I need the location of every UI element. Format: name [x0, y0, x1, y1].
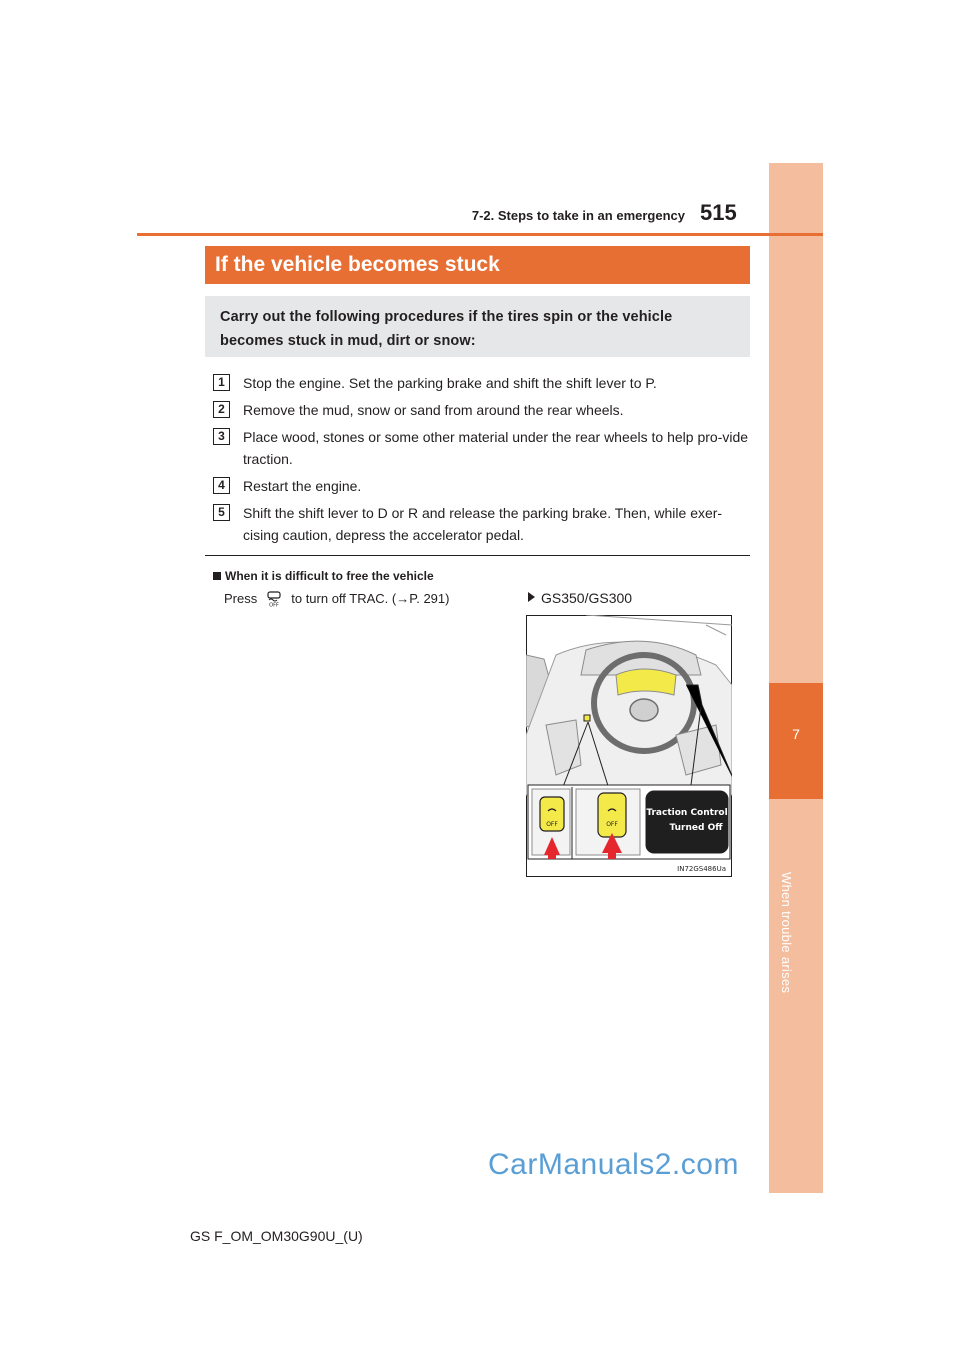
step-number-badge: 1 — [213, 374, 230, 391]
note-heading-text: When it is difficult to free the vehicle — [225, 569, 434, 583]
footer-code: GS F_OM_OM30G90U_(U) — [190, 1228, 363, 1244]
triangle-bullet-icon — [528, 592, 535, 602]
step-number-badge: 5 — [213, 504, 230, 521]
trac-off-button-label: OFF — [606, 821, 618, 828]
step-number-badge: 3 — [213, 428, 230, 445]
note-body — [224, 590, 449, 608]
trac-off-icon — [264, 591, 284, 607]
page-title: If the vehicle becomes stuck — [205, 246, 750, 284]
model-label-text: GS350/GS300 — [541, 590, 633, 606]
watermark: CarManuals2.com — [488, 1148, 739, 1181]
intro-text: Carry out the following procedures if the tires spin or the vehicle becomes stuck in mud, dirt or snow: — [205, 296, 750, 357]
step-text: Stop the engine. Set the parking brake and shift the shift lever to P. — [243, 375, 657, 391]
step-text: Restart the engine. — [243, 478, 362, 494]
step-text: Remove the mud, snow or sand from around the rear wheels. — [243, 402, 624, 418]
display-message-line-2: Turned Off — [669, 823, 723, 833]
trac-off-button-label: OFF — [546, 821, 558, 828]
section-divider — [205, 555, 750, 556]
step-item — [213, 426, 753, 470]
illustration-code: IN72GS486Ua — [677, 865, 726, 873]
note-text-before: Press — [224, 591, 258, 606]
model-label — [528, 590, 632, 606]
display-message-line-1: Traction Control — [646, 808, 728, 818]
dashboard-illustration — [526, 615, 732, 877]
step-text: Place wood, stones or some other material under the rear wheels to help pro-vide traction. — [243, 429, 749, 467]
header-rule — [137, 233, 823, 236]
section-title: 7-2. Steps to take in an emergency — [471, 208, 685, 223]
chapter-number: 7 — [792, 726, 800, 742]
note-text-after: to turn off TRAC. (→P. 291) — [291, 591, 450, 606]
svg-text:OFF: OFF — [269, 602, 280, 607]
page-number: 515 — [700, 200, 737, 225]
step-number-badge: 2 — [213, 401, 230, 418]
step-item — [213, 399, 753, 421]
bullet-square-icon — [213, 572, 221, 580]
note-heading — [213, 569, 434, 583]
steps-list — [213, 372, 753, 551]
step-item — [213, 372, 753, 394]
step-item — [213, 475, 753, 497]
step-item — [213, 502, 753, 546]
chapter-label: When trouble arises — [779, 872, 794, 994]
step-number-badge: 4 — [213, 477, 230, 494]
chapter-side-tab — [769, 163, 823, 1193]
step-text: Shift the shift lever to D or R and release the parking brake. Then, while exer-cising caution, depress the accelerator pedal. — [243, 505, 723, 543]
